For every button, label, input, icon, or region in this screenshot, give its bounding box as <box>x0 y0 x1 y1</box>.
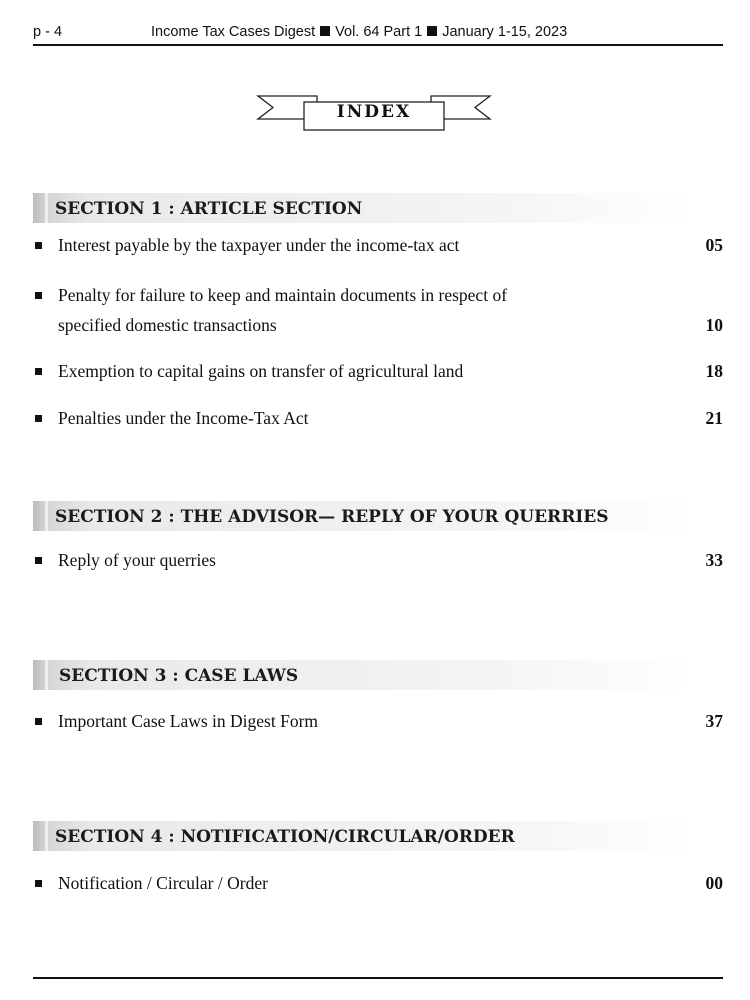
square-separator-icon <box>320 26 330 36</box>
page-number: p - 4 <box>33 24 63 40</box>
index-entry <box>33 230 723 260</box>
section-2-header <box>33 501 693 531</box>
index-entry <box>33 280 723 340</box>
square-bullet-icon <box>35 292 42 299</box>
index-entry <box>33 706 723 736</box>
square-bullet-icon <box>35 880 42 887</box>
journal-date: January 1-15, 2023 <box>442 24 568 40</box>
entry-title: Notification / Circular / Order <box>58 873 268 893</box>
entry-page-number: 00 <box>705 873 723 893</box>
index-banner <box>255 93 493 133</box>
index-entry <box>33 868 723 898</box>
journal-volume: Vol. 64 Part 1 <box>335 24 423 40</box>
entry-title: Exemption to capital gains on transfer of agricultural land <box>58 361 464 381</box>
entry-page-number: 18 <box>705 361 723 381</box>
section-title: SECTION 4 : NOTIFICATION/CIRCULAR/ORDER <box>55 827 515 847</box>
section-title: SECTION 1 : ARTICLE SECTION <box>55 199 363 219</box>
journal-title <box>151 24 567 40</box>
entry-title: Important Case Laws in Digest Form <box>58 711 319 731</box>
index-title: INDEX <box>336 102 412 122</box>
entry-page-number: 21 <box>705 408 723 428</box>
index-entry <box>33 403 723 433</box>
section-title: SECTION 3 : CASE LAWS <box>59 666 299 686</box>
square-bullet-icon <box>35 242 42 249</box>
section-3-header <box>33 660 693 690</box>
index-entry <box>33 356 723 386</box>
square-bullet-icon <box>35 415 42 422</box>
section-title: SECTION 2 : THE ADVISOR— REPLY OF YOUR QUERRIES <box>55 507 609 527</box>
square-bullet-icon <box>35 368 42 375</box>
section-4-header <box>33 821 693 851</box>
entry-page-number: 37 <box>705 711 723 731</box>
entry-page-number: 10 <box>705 315 723 335</box>
entry-page-number: 05 <box>705 235 723 255</box>
entry-title: Interest payable by the taxpayer under the income-tax act <box>58 235 460 255</box>
square-bullet-icon <box>35 718 42 725</box>
entry-title-line-2: specified domestic transactions <box>58 315 277 335</box>
footer-divider <box>33 977 723 979</box>
entry-title: Reply of your querries <box>58 550 216 570</box>
entry-title-line-1: Penalty for failure to keep and maintain documents in respect of <box>58 285 508 305</box>
square-separator-icon <box>427 26 437 36</box>
section-1-header <box>33 193 693 223</box>
index-entry <box>33 545 723 575</box>
journal-name: Income Tax Cases Digest <box>151 24 316 40</box>
square-bullet-icon <box>35 557 42 564</box>
page-header <box>33 22 723 46</box>
entry-title: Penalties under the Income-Tax Act <box>58 408 309 428</box>
entry-page-number: 33 <box>705 550 723 570</box>
